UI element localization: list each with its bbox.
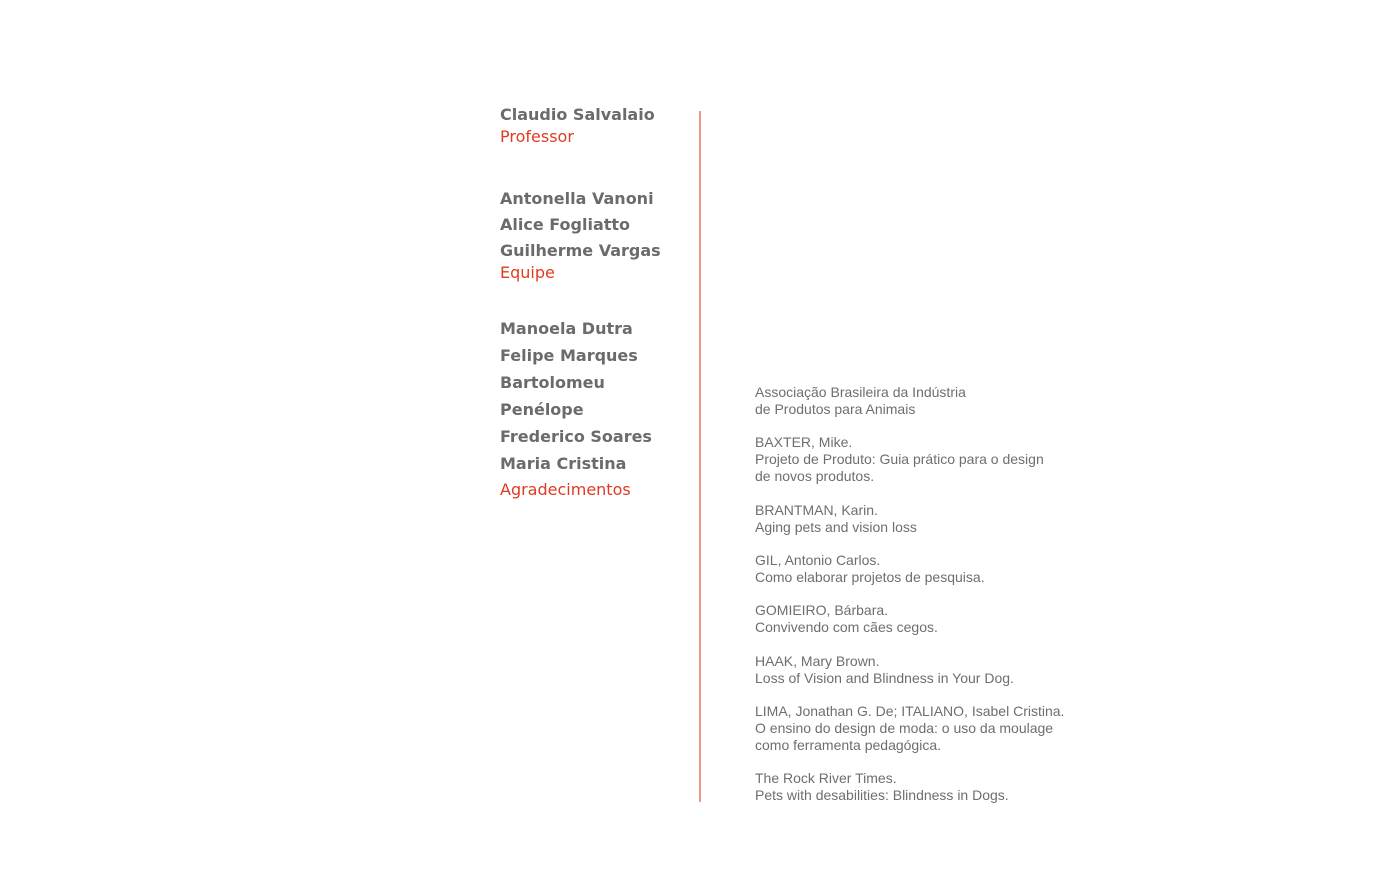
reference-entry — [755, 770, 1175, 804]
reference-entry — [755, 653, 1175, 687]
acknowledged-person-name: Maria Cristina — [500, 454, 627, 473]
reference-entry — [755, 552, 1175, 586]
professor-name: Claudio Salvalaio — [500, 105, 655, 124]
reference-line: BRANTMAN, Karin. — [755, 502, 878, 518]
reference-line: Convivendo com cães cegos. — [755, 619, 938, 635]
reference-line: O ensino do design de moda: o uso da moulage — [755, 720, 1054, 736]
reference-entry — [755, 434, 1175, 485]
acknowledged-person-name: Frederico Soares — [500, 427, 652, 446]
reference-entry — [755, 502, 1175, 536]
reference-entry — [755, 384, 1175, 418]
reference-line: BAXTER, Mike. — [755, 434, 853, 450]
reference-line: de Produtos para Animais — [755, 401, 916, 417]
reference-line: de novos produtos. — [755, 468, 875, 484]
team-role-label: Equipe — [500, 263, 555, 282]
team-member-name: Alice Fogliatto — [500, 215, 631, 234]
acknowledgements-group — [500, 315, 690, 501]
reference-line: LIMA, Jonathan G. De; ITALIANO, Isabel Cristina. — [755, 703, 1065, 719]
acknowledged-person-name: Felipe Marques — [500, 346, 638, 365]
acknowledged-person-name: Manoela Dutra — [500, 319, 633, 338]
vertical-divider — [699, 111, 701, 802]
reference-line: HAAK, Mary Brown. — [755, 653, 880, 669]
reference-line: Associação Brasileira da Indústria — [755, 384, 966, 400]
reference-line: GOMIEIRO, Bárbara. — [755, 602, 889, 618]
reference-line: Loss of Vision and Blindness in Your Dog. — [755, 670, 1014, 686]
team-member-name: Antonella Vanoni — [500, 189, 654, 208]
reference-line: Como elaborar projetos de pesquisa. — [755, 569, 985, 585]
acknowledged-person-name: Penélope — [500, 400, 584, 419]
professor-group — [500, 104, 690, 148]
professor-role-label: Professor — [500, 127, 574, 146]
acknowledgements-label: Agradecimentos — [500, 480, 631, 499]
reference-line: Aging pets and vision loss — [755, 519, 917, 535]
reference-line: Projeto de Produto: Guia prático para o design — [755, 451, 1044, 467]
team-member-name: Guilherme Vargas — [500, 241, 661, 260]
reference-entry — [755, 703, 1175, 754]
acknowledged-person-name: Bartolomeu — [500, 373, 605, 392]
reference-entry — [755, 602, 1175, 636]
reference-line: The Rock River Times. — [755, 770, 897, 786]
reference-line: GIL, Antonio Carlos. — [755, 552, 881, 568]
reference-line: Pets with desabilities: Blindness in Dogs. — [755, 787, 1009, 803]
reference-line: como ferramenta pedagógica. — [755, 737, 941, 753]
team-group — [500, 186, 690, 284]
